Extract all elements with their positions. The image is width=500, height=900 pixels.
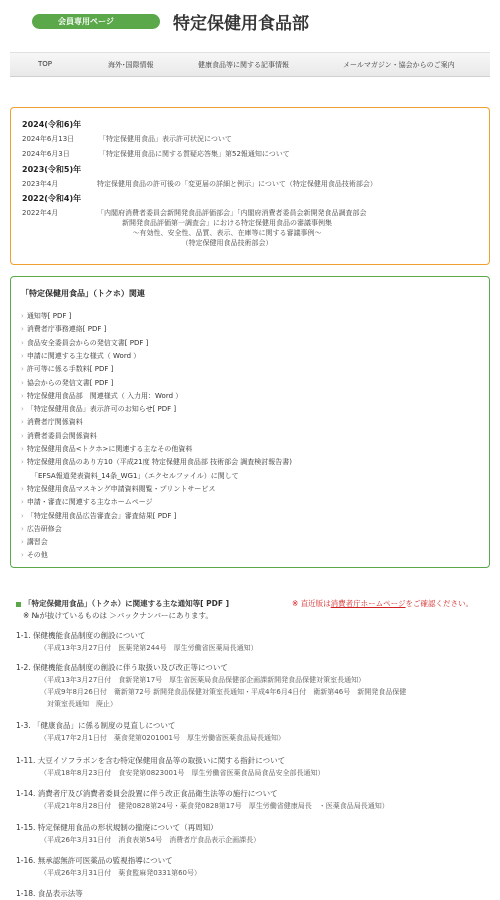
list-item[interactable]: › 消費者庁関係資料 (21, 418, 83, 427)
top-navigation (10, 52, 490, 77)
notice-item: 1-18. 食品表示法等 (16, 889, 83, 898)
nav-mailmagazine[interactable]: メールマガジン・協会からのご案内 (343, 61, 455, 69)
arrow-icon: › (21, 445, 24, 453)
arrow-icon: › (21, 511, 24, 520)
page-title: 特定保健用食品部 (173, 14, 309, 34)
list-item[interactable]: › 消費者庁事務連絡[ PDF ] (21, 325, 107, 334)
list-item[interactable]: › 特定保健用食品のあり方10（平成21度 特定保健用食品部 技術部会 調査検討報告書) (21, 458, 293, 467)
list-item[interactable]: › 特定保健用食品<トクホ>に関連する主なその他資料 (21, 445, 193, 453)
arrow-icon: › (21, 524, 24, 533)
news-box (10, 107, 490, 265)
member-badge: 会員専用ページ (32, 14, 160, 29)
year-heading: 2024(令和6)年 (22, 120, 82, 129)
arrow-icon: › (21, 365, 24, 374)
tokuho-box (10, 276, 490, 568)
list-item[interactable]: › 協会からの発信文書[ PDF ] (21, 378, 114, 387)
list-item[interactable]: › 食品安全委員会からの発信文書[ PDF ] (21, 338, 149, 347)
list-item[interactable]: › その他 (21, 551, 48, 560)
arrow-icon: › (21, 484, 24, 493)
list-item[interactable]: › 講習会 (21, 538, 48, 547)
news-link[interactable]: 「特定保健用食品に関する質疑応答集」第52報通知について (99, 150, 290, 158)
arrow-icon: › (21, 431, 24, 440)
notice-item: 1-15. 特定保健用食品の形状規制の撤廃について（再周知） （平成26年3月31日付 消食表第54号 消費者庁食品表示企画課長） (16, 823, 261, 844)
notice-item: 1-1. 保健機能食品制度の創設について （平成13年3月27日付 医薬発第244号 厚生労働省医薬局長通知） (16, 631, 258, 652)
list-item[interactable]: › 申請・審査に関連する主なホームページ (21, 498, 153, 507)
nav-overseas[interactable]: 海外･国際情報 (108, 61, 154, 69)
year-heading: 2022(令和4)年 (22, 194, 82, 203)
notice-item: 1-3. 「健康食品」に係る制度の見直しについて （平成17年2月1日付 薬食発第0201001号 厚生労働省医薬食品局長通知） (16, 721, 285, 742)
square-icon (16, 602, 21, 607)
page-header (0, 0, 500, 46)
notice-item: 1-14. 消費者庁及び消費者委員会設置に伴う改正食品衛生法等の施行について （平成21年8月28日付 健発0828第24号・薬食発0828第17号 厚生労働省健康局長 ・医薬食品局長通知） (16, 789, 389, 810)
news-date: 2024年6月13日 (22, 135, 75, 143)
arrow-icon: › (21, 418, 24, 427)
list-item[interactable]: › 許可等に係る手数料[ PDF ] (21, 365, 114, 374)
nav-articles[interactable]: 健康食品等に関する記事情報 (198, 61, 289, 69)
news-link[interactable]: 新開発食品評価第一調査会」における特定保健用食品の審議事例集 (122, 219, 332, 227)
arrow-icon: › (21, 551, 24, 560)
notice-item: 1-2. 保健機能食品制度の創設に伴う取扱い及び改正等について （平成13年3月27日付 食新発第17号 厚生省医薬局食品保健部企画課新開発食品保健対策室長通知） （平成9年8月26日付 衛新第72号 新開発食品保健対策室長通知・平成4年6月4日付 衛新第46号 新開発食品保健 対策室長通知 廃止） (16, 663, 407, 708)
list-item[interactable]: › 申請に関連する主な様式（ Word ） (21, 351, 141, 360)
arrow-icon: › (21, 391, 24, 400)
red-note: ※ 直近版は消費者庁ホームページをご確認ください。 (292, 599, 474, 608)
news-link[interactable]: 「内閣府消費者委員会新開発食品評価部会」「内閣府消費者委員会新開発食品調査部会 (97, 209, 367, 217)
notice-item: 1-16. 無承認無許可医薬品の監視指導について （平成26年3月31日付 薬食監麻発0331第60号） (16, 856, 201, 877)
news-date: 2022年4月 (22, 209, 59, 217)
news-link[interactable]: 特定保健用食品の許可後の「変更届の詳細と例示」について（特定保健用食品技術部会） (97, 180, 377, 188)
list-item[interactable]: › 「特定保健用食品」表示許可のお知らせ[ PDF ] (21, 405, 177, 414)
news-link[interactable]: （特定保健用食品技術部会） (181, 239, 273, 247)
list-item[interactable]: › 消費者委員会関係資料 (21, 431, 97, 440)
news-date: 2023年4月 (22, 180, 59, 188)
list-item[interactable]: › 通知等[ PDF ] (21, 312, 72, 320)
nav-top[interactable]: TOP (38, 60, 53, 68)
arrow-icon: › (21, 498, 24, 507)
tokuho-title: 「特定保健用食品」（トクホ）関連 (21, 289, 145, 298)
notices-heading[interactable]: 「特定保健用食品」（トクホ）に関連する主な通知等[ PDF ] (16, 598, 229, 609)
arrow-icon: › (21, 458, 24, 467)
arrow-icon: › (21, 338, 24, 347)
notice-item: 1-11. 大豆イソフラボンを含む特定保健用食品等の取扱いに関する指針について （平成18年8月23日付 食安発第0823001号 厚生労働省医薬食品局食品安全部長通知） (16, 756, 325, 777)
backnumber-note: ※ №が抜けているものは ＞バックナンバーにあります。 (23, 611, 213, 620)
arrow-icon: › (21, 378, 24, 387)
caa-link[interactable]: 消費者庁ホームページ (330, 599, 406, 608)
list-item[interactable]: › 広告研修会 (21, 524, 62, 533)
arrow-icon: › (21, 538, 24, 547)
list-item[interactable]: › 特定保健用食品部 関連様式（ 入力用：Word ） (21, 391, 183, 400)
arrow-icon: › (21, 325, 24, 334)
news-link[interactable]: ～有効性、安全性、品質、表示、在庫等に関する審議事例～ (132, 229, 322, 237)
list-item[interactable]: › 特定保健用食品マスキング申請資料閲覧・プリントサービス (21, 484, 216, 493)
list-item[interactable]: › 「特定保健用食品広告審査会」審査結果[ PDF ] (21, 511, 177, 520)
news-link[interactable]: 「特定保健用食品」表示許可状況について (99, 135, 232, 143)
arrow-icon: › (21, 351, 24, 360)
news-date: 2024年6月3日 (22, 150, 70, 158)
year-heading: 2023(令和5)年 (22, 165, 82, 174)
arrow-icon: › (21, 312, 24, 320)
arrow-icon: › (21, 405, 24, 414)
list-item[interactable]: 「EFSA報道発表資料_14条_WG1」（エクセルファイル）に関して (31, 471, 239, 480)
